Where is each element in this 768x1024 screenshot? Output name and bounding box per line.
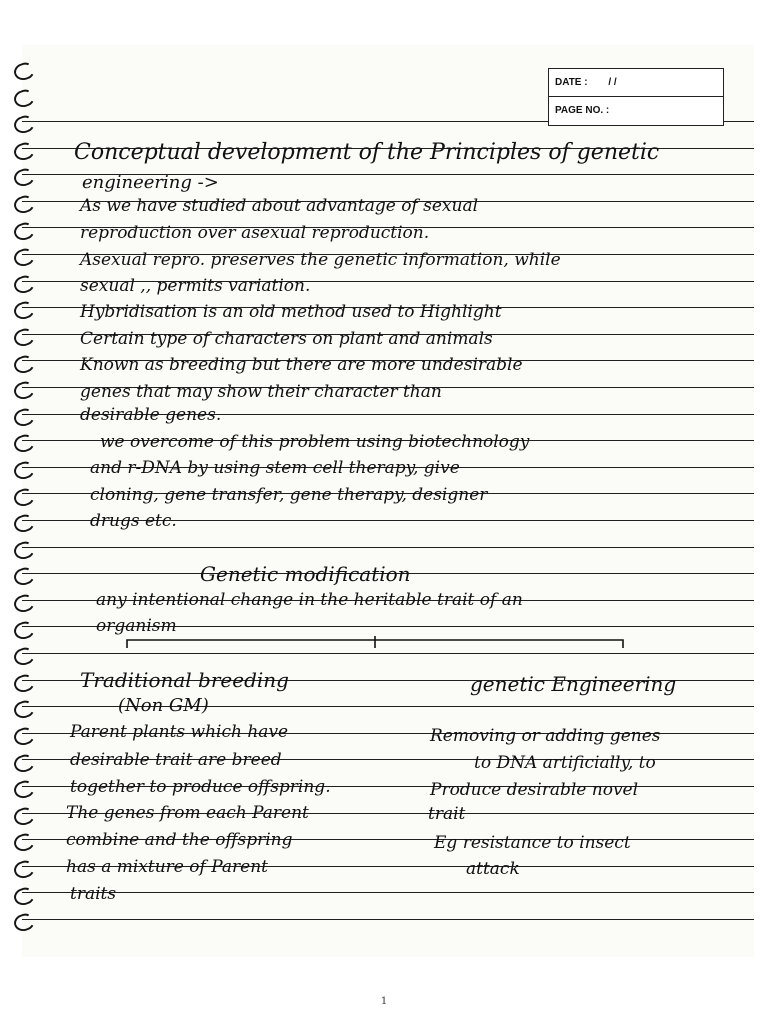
binding-ring xyxy=(12,299,37,322)
binding-ring xyxy=(12,858,37,881)
ruled-line xyxy=(22,653,754,654)
branch-bracket xyxy=(125,636,625,650)
page-number: 1 xyxy=(380,996,388,1007)
ruled-line xyxy=(22,919,754,920)
note-line: Asexual repro. preserves the genetic information, while xyxy=(80,250,561,270)
binding-ring xyxy=(12,353,37,376)
binding-ring xyxy=(12,193,37,216)
left-column-line: combine and the offspring xyxy=(66,830,293,850)
binding-ring xyxy=(12,805,37,828)
date-page-box xyxy=(548,68,724,126)
binding-ring xyxy=(12,512,37,535)
non-gm-label: (Non GM) xyxy=(118,695,209,716)
right-column-line: attack xyxy=(466,859,520,879)
binding-ring xyxy=(12,592,37,615)
left-column-line: together to produce offspring. xyxy=(70,777,331,797)
notes-title-continued: engineering -> xyxy=(82,172,219,193)
binding-ring xyxy=(12,140,37,163)
note-line: Hybridisation is an old method used to Highlight xyxy=(80,302,502,322)
binding-ring xyxy=(12,486,37,509)
binding-ring xyxy=(12,60,37,83)
notes-title: Conceptual development of the Principles of genetic xyxy=(74,140,660,165)
binding-ring xyxy=(12,113,37,136)
ruled-line xyxy=(22,892,754,893)
genetic-engineering-heading: genetic Engineering xyxy=(470,672,677,696)
definition-line: any intentional change in the heritable trait of an xyxy=(96,590,523,610)
note-line: cloning, gene transfer, gene therapy, designer xyxy=(90,485,488,505)
binding-ring xyxy=(12,725,37,748)
note-line: As we have studied about advantage of sexual xyxy=(80,196,479,216)
page-no-field xyxy=(549,96,723,124)
binding-ring xyxy=(12,220,37,243)
page-no-label: PAGE NO. : xyxy=(555,105,610,116)
left-column-line: Parent plants which have xyxy=(70,722,289,742)
note-line: we overcome of this problem using biotechnology xyxy=(100,432,530,452)
left-column-line: desirable trait are breed xyxy=(70,750,282,770)
traditional-breeding-heading: Traditional breeding xyxy=(80,668,289,692)
binding-ring xyxy=(12,326,37,349)
right-column-line: trait xyxy=(428,804,466,824)
left-column-line: has a mixture of Parent xyxy=(66,857,268,877)
binding-ring xyxy=(12,672,37,695)
binding-ring xyxy=(12,831,37,854)
note-line: genes that may show their character than xyxy=(80,382,442,402)
left-column-line: The genes from each Parent xyxy=(66,803,309,823)
date-label: DATE : xyxy=(555,77,588,88)
binding-ring xyxy=(12,379,37,402)
right-column-line: Produce desirable novel xyxy=(430,780,639,800)
binding-ring xyxy=(12,619,37,642)
note-line: Certain type of characters on plant and animals xyxy=(80,329,493,349)
binding-ring xyxy=(12,246,37,269)
binding-ring xyxy=(12,406,37,429)
binding-ring xyxy=(12,273,37,296)
binding-ring xyxy=(12,539,37,562)
binding-ring xyxy=(12,87,37,110)
note-line: reproduction over asexual reproduction. xyxy=(80,223,430,243)
binding-ring xyxy=(12,752,37,775)
spiral-binding xyxy=(8,45,48,945)
note-line: sexual ,, permits variation. xyxy=(80,276,311,296)
binding-ring xyxy=(12,459,37,482)
binding-ring xyxy=(12,885,37,908)
binding-ring xyxy=(12,432,37,455)
binding-ring xyxy=(12,166,37,189)
binding-ring xyxy=(12,911,37,934)
note-line: desirable genes. xyxy=(80,405,222,425)
left-column-line: traits xyxy=(70,884,117,904)
note-line: and r-DNA by using stem cell therapy, give xyxy=(90,458,460,478)
binding-ring xyxy=(12,645,37,668)
ruled-line xyxy=(22,547,754,548)
date-value: / / xyxy=(608,77,617,88)
genetic-modification-heading: Genetic modification xyxy=(200,562,411,586)
right-column-line: Removing or adding genes xyxy=(430,726,661,746)
definition-line: organism xyxy=(96,616,177,636)
right-column-line: Eg resistance to insect xyxy=(434,833,631,853)
binding-ring xyxy=(12,698,37,721)
binding-ring xyxy=(12,778,37,801)
note-line: Known as breeding but there are more undesirable xyxy=(80,355,523,375)
binding-ring xyxy=(12,565,37,588)
note-line: drugs etc. xyxy=(90,511,177,531)
date-field xyxy=(549,69,723,96)
right-column-line: to DNA artificially, to xyxy=(474,753,656,773)
